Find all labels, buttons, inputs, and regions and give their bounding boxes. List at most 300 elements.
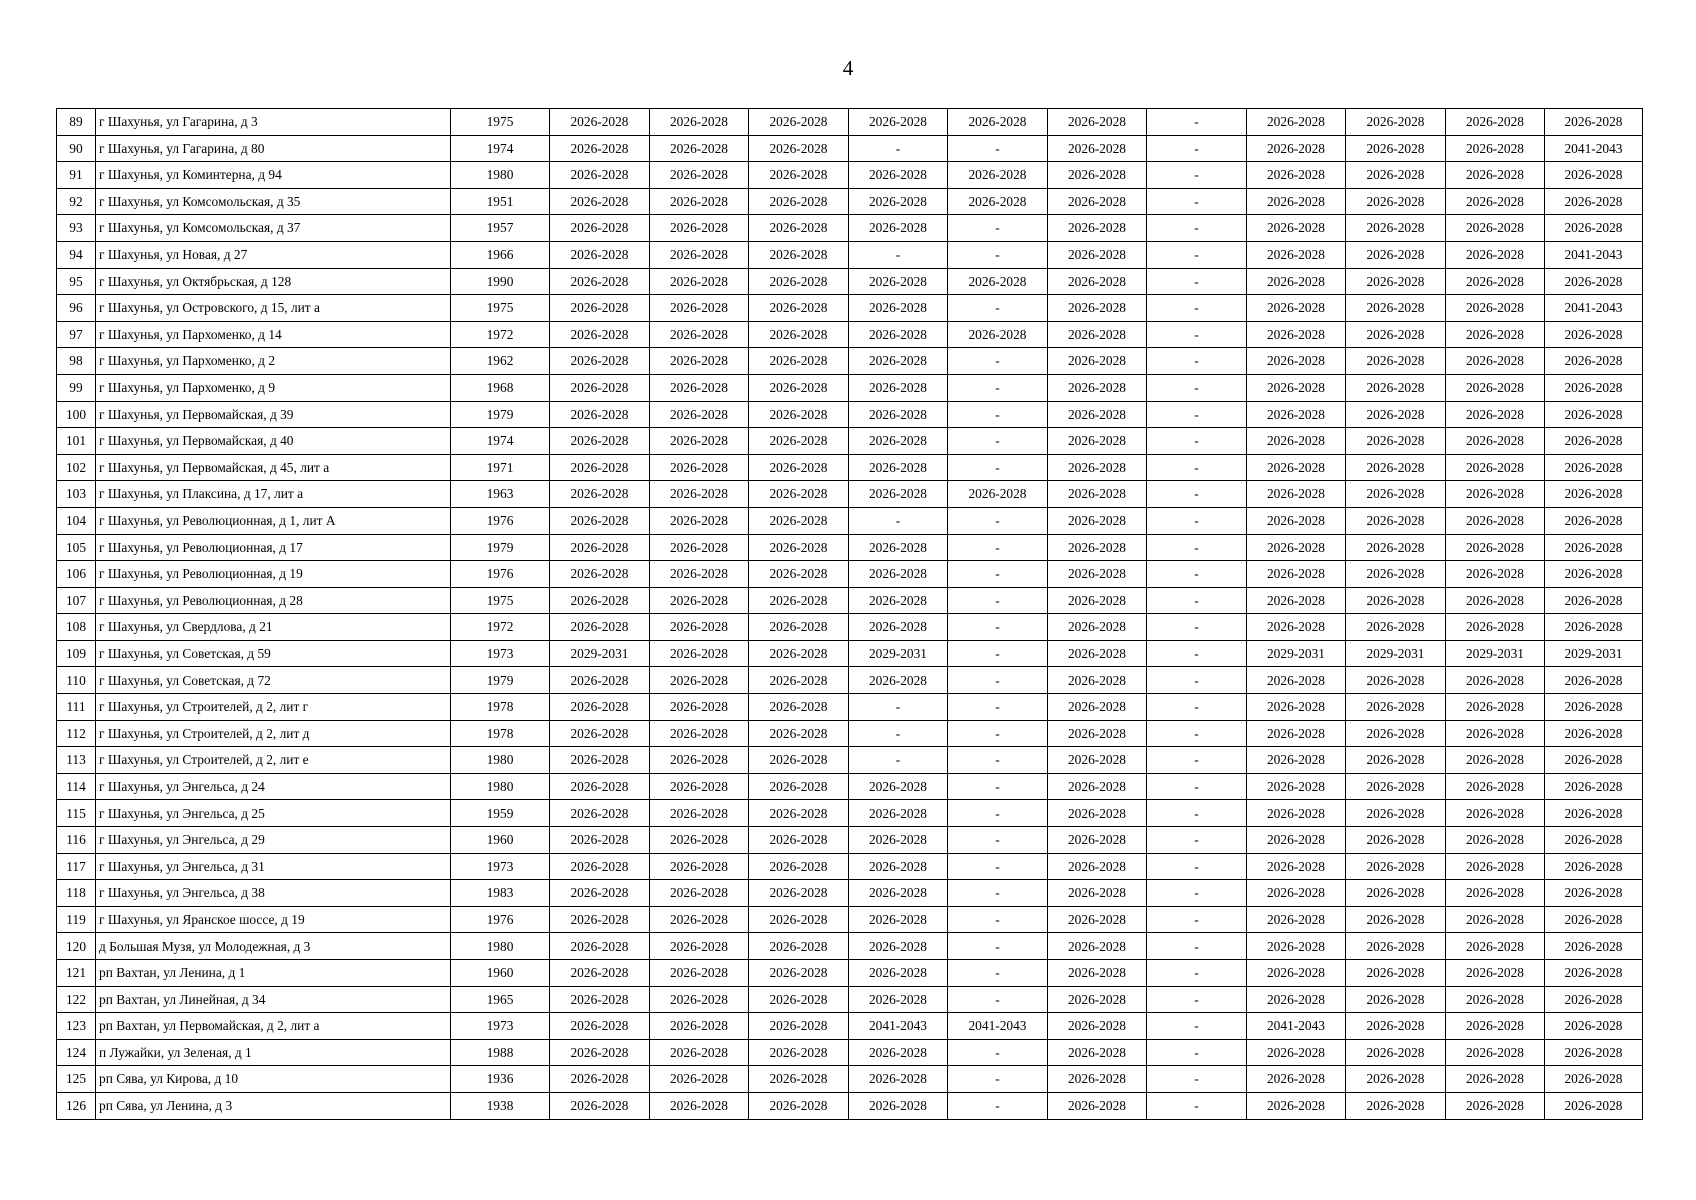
period-cell: 2026-2028 (1545, 1013, 1643, 1040)
period-cell: - (1147, 1013, 1247, 1040)
period-cell: 2026-2028 (1247, 960, 1346, 987)
period-cell: 2026-2028 (1346, 827, 1446, 854)
period-cell: 2026-2028 (1346, 507, 1446, 534)
period-cell: 2026-2028 (849, 587, 948, 614)
address-cell: г Шахунья, ул Советская, д 59 (96, 640, 451, 667)
period-cell: 2026-2028 (1446, 827, 1545, 854)
period-cell: 2026-2028 (550, 880, 650, 907)
period-cell: 2026-2028 (1446, 135, 1545, 162)
row-number-cell: 117 (57, 853, 96, 880)
address-cell: рп Сява, ул Кирова, д 10 (96, 1066, 451, 1093)
period-cell: 2026-2028 (1446, 587, 1545, 614)
period-cell: 2026-2028 (550, 853, 650, 880)
address-cell: п Лужайки, ул Зеленая, д 1 (96, 1039, 451, 1066)
period-cell: 2026-2028 (1545, 1066, 1643, 1093)
period-cell: 2026-2028 (849, 960, 948, 987)
period-cell: 2026-2028 (550, 800, 650, 827)
period-cell: 2026-2028 (749, 162, 849, 189)
period-cell: 2026-2028 (550, 109, 650, 136)
period-cell: 2026-2028 (1446, 348, 1545, 375)
period-cell: 2026-2028 (749, 773, 849, 800)
row-number-cell: 99 (57, 374, 96, 401)
period-cell: 2026-2028 (1545, 321, 1643, 348)
period-cell: 2026-2028 (1346, 215, 1446, 242)
period-cell: 2026-2028 (650, 773, 749, 800)
address-cell: г Шахунья, ул Пархоменко, д 9 (96, 374, 451, 401)
period-cell: 2026-2028 (650, 694, 749, 721)
period-cell: 2026-2028 (1545, 986, 1643, 1013)
period-cell: 2026-2028 (650, 428, 749, 455)
period-cell: 2026-2028 (849, 667, 948, 694)
period-cell: 2026-2028 (1446, 1039, 1545, 1066)
period-cell: 2026-2028 (948, 481, 1048, 508)
period-cell: 2026-2028 (1247, 268, 1346, 295)
row-number-cell: 91 (57, 162, 96, 189)
period-cell: 2026-2028 (550, 720, 650, 747)
period-cell: - (1147, 109, 1247, 136)
row-number-cell: 123 (57, 1013, 96, 1040)
period-cell: 2026-2028 (1446, 614, 1545, 641)
address-cell: рп Вахтан, ул Линейная, д 34 (96, 986, 451, 1013)
period-cell: 2026-2028 (1446, 1013, 1545, 1040)
period-cell: - (1147, 295, 1247, 322)
period-cell: 2026-2028 (1446, 720, 1545, 747)
period-cell: 2026-2028 (1247, 773, 1346, 800)
period-cell: 2026-2028 (1048, 1039, 1147, 1066)
table-row (57, 906, 1643, 933)
period-cell: 2026-2028 (1446, 933, 1545, 960)
period-cell: 2026-2028 (1247, 109, 1346, 136)
table-row (57, 1039, 1643, 1066)
period-cell: 2026-2028 (650, 880, 749, 907)
period-cell: 2026-2028 (650, 162, 749, 189)
row-number-cell: 110 (57, 667, 96, 694)
period-cell: 2026-2028 (550, 534, 650, 561)
period-cell: - (948, 374, 1048, 401)
table-row (57, 295, 1643, 322)
period-cell: 2026-2028 (1247, 295, 1346, 322)
year-cell: 1988 (451, 1039, 550, 1066)
year-cell: 1974 (451, 428, 550, 455)
address-cell: г Шахунья, ул Плаксина, д 17, лит а (96, 481, 451, 508)
period-cell: 2026-2028 (1346, 534, 1446, 561)
period-cell: 2026-2028 (1545, 960, 1643, 987)
period-cell: 2026-2028 (849, 348, 948, 375)
period-cell: 2026-2028 (1446, 215, 1545, 242)
period-cell: 2026-2028 (650, 321, 749, 348)
period-cell: 2026-2028 (849, 401, 948, 428)
address-cell: г Шахунья, ул Комсомольская, д 35 (96, 188, 451, 215)
period-cell: - (948, 667, 1048, 694)
period-cell: 2026-2028 (849, 986, 948, 1013)
period-cell: 2026-2028 (1048, 880, 1147, 907)
period-cell: - (1147, 268, 1247, 295)
period-cell: 2026-2028 (550, 188, 650, 215)
period-cell: 2026-2028 (1545, 481, 1643, 508)
period-cell: 2026-2028 (1545, 454, 1643, 481)
period-cell: 2026-2028 (1247, 374, 1346, 401)
period-cell: 2026-2028 (550, 747, 650, 774)
period-cell: 2026-2028 (1048, 109, 1147, 136)
period-cell: 2026-2028 (1048, 162, 1147, 189)
period-cell: 2026-2028 (1545, 374, 1643, 401)
period-cell: 2026-2028 (948, 321, 1048, 348)
period-cell: 2026-2028 (749, 747, 849, 774)
period-cell: 2026-2028 (749, 800, 849, 827)
period-cell: 2026-2028 (1346, 321, 1446, 348)
period-cell: 2026-2028 (1346, 481, 1446, 508)
period-cell: 2026-2028 (1048, 747, 1147, 774)
period-cell: - (1147, 401, 1247, 428)
period-cell: 2026-2028 (1048, 1092, 1147, 1119)
address-cell: г Шахунья, ул Первомайская, д 40 (96, 428, 451, 455)
period-cell: 2026-2028 (550, 827, 650, 854)
period-cell: 2026-2028 (1545, 667, 1643, 694)
period-cell: 2026-2028 (849, 109, 948, 136)
period-cell: 2026-2028 (1346, 374, 1446, 401)
period-cell: 2026-2028 (1446, 321, 1545, 348)
period-cell: 2026-2028 (749, 1039, 849, 1066)
period-cell: - (849, 720, 948, 747)
period-cell: - (948, 827, 1048, 854)
period-cell: - (1147, 135, 1247, 162)
period-cell: 2026-2028 (749, 428, 849, 455)
year-cell: 1972 (451, 614, 550, 641)
housing-repair-schedule-table (56, 108, 1643, 1120)
row-number-cell: 122 (57, 986, 96, 1013)
period-cell: 2026-2028 (550, 906, 650, 933)
period-cell: 2026-2028 (550, 1092, 650, 1119)
period-cell: 2026-2028 (849, 853, 948, 880)
table-row (57, 853, 1643, 880)
table-row (57, 640, 1643, 667)
period-cell: 2026-2028 (1545, 827, 1643, 854)
period-cell: 2026-2028 (650, 401, 749, 428)
year-cell: 1975 (451, 587, 550, 614)
period-cell: 2026-2028 (849, 188, 948, 215)
period-cell: 2026-2028 (749, 507, 849, 534)
period-cell: 2026-2028 (1247, 853, 1346, 880)
period-cell: 2041-2043 (1247, 1013, 1346, 1040)
period-cell: 2026-2028 (1048, 481, 1147, 508)
period-cell: 2026-2028 (1446, 374, 1545, 401)
period-cell: 2026-2028 (749, 135, 849, 162)
period-cell: 2026-2028 (550, 241, 650, 268)
period-cell: 2026-2028 (650, 614, 749, 641)
address-cell: г Шахунья, ул Пархоменко, д 14 (96, 321, 451, 348)
row-number-cell: 106 (57, 561, 96, 588)
period-cell: 2026-2028 (749, 960, 849, 987)
address-cell: г Шахунья, ул Энгельса, д 38 (96, 880, 451, 907)
row-number-cell: 104 (57, 507, 96, 534)
period-cell: 2026-2028 (550, 561, 650, 588)
period-cell: 2041-2043 (1545, 295, 1643, 322)
period-cell: 2026-2028 (650, 348, 749, 375)
year-cell: 1980 (451, 773, 550, 800)
period-cell: 2026-2028 (1247, 507, 1346, 534)
period-cell: 2026-2028 (749, 853, 849, 880)
period-cell: - (948, 853, 1048, 880)
period-cell: 2026-2028 (1545, 268, 1643, 295)
period-cell: 2026-2028 (550, 960, 650, 987)
period-cell: 2026-2028 (849, 614, 948, 641)
period-cell: - (1147, 348, 1247, 375)
period-cell: 2026-2028 (849, 162, 948, 189)
period-cell: 2026-2028 (650, 507, 749, 534)
table-row (57, 321, 1643, 348)
row-number-cell: 113 (57, 747, 96, 774)
row-number-cell: 93 (57, 215, 96, 242)
year-cell: 1979 (451, 401, 550, 428)
address-cell: д Большая Музя, ул Молодежная, д 3 (96, 933, 451, 960)
period-cell: 2026-2028 (650, 906, 749, 933)
period-cell: 2026-2028 (749, 667, 849, 694)
period-cell: 2026-2028 (1446, 401, 1545, 428)
row-number-cell: 97 (57, 321, 96, 348)
period-cell: 2026-2028 (550, 986, 650, 1013)
address-cell: г Шахунья, ул Революционная, д 28 (96, 587, 451, 614)
period-cell: 2026-2028 (1247, 667, 1346, 694)
period-cell: - (948, 747, 1048, 774)
period-cell: 2026-2028 (1247, 986, 1346, 1013)
period-cell: 2026-2028 (1247, 587, 1346, 614)
period-cell: 2026-2028 (1346, 1066, 1446, 1093)
period-cell: - (948, 348, 1048, 375)
period-cell: 2026-2028 (650, 853, 749, 880)
period-cell: 2026-2028 (1247, 428, 1346, 455)
period-cell: 2026-2028 (1247, 906, 1346, 933)
year-cell: 1978 (451, 720, 550, 747)
period-cell: 2026-2028 (1446, 694, 1545, 721)
year-cell: 1983 (451, 880, 550, 907)
period-cell: - (1147, 1066, 1247, 1093)
period-cell: - (948, 295, 1048, 322)
period-cell: 2026-2028 (1545, 747, 1643, 774)
year-cell: 1979 (451, 534, 550, 561)
period-cell: - (1147, 880, 1247, 907)
period-cell: 2026-2028 (1346, 348, 1446, 375)
period-cell: 2026-2028 (1247, 241, 1346, 268)
year-cell: 1978 (451, 694, 550, 721)
period-cell: 2026-2028 (1048, 215, 1147, 242)
period-cell: 2026-2028 (1048, 401, 1147, 428)
period-cell: 2026-2028 (1346, 986, 1446, 1013)
period-cell: 2026-2028 (749, 1013, 849, 1040)
year-cell: 1979 (451, 667, 550, 694)
period-cell: 2026-2028 (1346, 1013, 1446, 1040)
period-cell: 2026-2028 (1446, 747, 1545, 774)
row-number-cell: 92 (57, 188, 96, 215)
period-cell: 2026-2028 (1346, 561, 1446, 588)
period-cell: 2026-2028 (1048, 933, 1147, 960)
table-row (57, 694, 1643, 721)
period-cell: 2026-2028 (1048, 587, 1147, 614)
period-cell: 2026-2028 (849, 454, 948, 481)
period-cell: 2026-2028 (1048, 827, 1147, 854)
address-cell: г Шахунья, ул Энгельса, д 25 (96, 800, 451, 827)
period-cell: 2026-2028 (1545, 720, 1643, 747)
period-cell: - (948, 986, 1048, 1013)
period-cell: 2026-2028 (749, 720, 849, 747)
row-number-cell: 105 (57, 534, 96, 561)
period-cell: 2026-2028 (1048, 640, 1147, 667)
period-cell: 2026-2028 (849, 773, 948, 800)
period-cell: 2026-2028 (550, 1013, 650, 1040)
period-cell: 2026-2028 (1545, 694, 1643, 721)
period-cell: 2026-2028 (1048, 853, 1147, 880)
year-cell: 1980 (451, 162, 550, 189)
row-number-cell: 95 (57, 268, 96, 295)
period-cell: 2026-2028 (849, 933, 948, 960)
period-cell: 2026-2028 (1446, 880, 1545, 907)
period-cell: 2026-2028 (650, 374, 749, 401)
period-cell: 2026-2028 (650, 667, 749, 694)
year-cell: 1973 (451, 1013, 550, 1040)
period-cell: 2026-2028 (1247, 401, 1346, 428)
row-number-cell: 107 (57, 587, 96, 614)
period-cell: 2026-2028 (849, 215, 948, 242)
period-cell: 2041-2043 (948, 1013, 1048, 1040)
period-cell: 2026-2028 (1545, 109, 1643, 136)
period-cell: 2029-2031 (1545, 640, 1643, 667)
address-cell: рп Вахтан, ул Ленина, д 1 (96, 960, 451, 987)
period-cell: 2029-2031 (550, 640, 650, 667)
period-cell: 2026-2028 (650, 481, 749, 508)
table-row (57, 960, 1643, 987)
period-cell: 2026-2028 (1545, 401, 1643, 428)
period-cell: 2026-2028 (1446, 960, 1545, 987)
period-cell: 2029-2031 (1346, 640, 1446, 667)
table-row (57, 800, 1643, 827)
period-cell: - (1147, 906, 1247, 933)
period-cell: 2026-2028 (550, 507, 650, 534)
address-cell: рп Сява, ул Ленина, д 3 (96, 1092, 451, 1119)
year-cell: 1971 (451, 454, 550, 481)
period-cell: - (849, 241, 948, 268)
table-row (57, 401, 1643, 428)
period-cell: - (1147, 747, 1247, 774)
period-cell: 2026-2028 (1346, 614, 1446, 641)
period-cell: 2026-2028 (1247, 1092, 1346, 1119)
address-cell: г Шахунья, ул Гагарина, д 80 (96, 135, 451, 162)
period-cell: 2026-2028 (1247, 481, 1346, 508)
row-number-cell: 103 (57, 481, 96, 508)
period-cell: 2026-2028 (1446, 906, 1545, 933)
year-cell: 1976 (451, 561, 550, 588)
row-number-cell: 116 (57, 827, 96, 854)
period-cell: 2026-2028 (849, 1092, 948, 1119)
period-cell: 2026-2028 (550, 135, 650, 162)
period-cell: 2026-2028 (550, 933, 650, 960)
period-cell: - (1147, 614, 1247, 641)
period-cell: 2026-2028 (650, 109, 749, 136)
year-cell: 1976 (451, 507, 550, 534)
period-cell: 2026-2028 (1247, 215, 1346, 242)
period-cell: 2026-2028 (1247, 1066, 1346, 1093)
year-cell: 1936 (451, 1066, 550, 1093)
period-cell: 2026-2028 (1346, 401, 1446, 428)
period-cell: 2026-2028 (1545, 614, 1643, 641)
row-number-cell: 125 (57, 1066, 96, 1093)
period-cell: 2026-2028 (1446, 1066, 1545, 1093)
period-cell: - (1147, 1039, 1247, 1066)
table-row (57, 162, 1643, 189)
period-cell: - (1147, 1092, 1247, 1119)
period-cell: - (1147, 534, 1247, 561)
period-cell: 2026-2028 (1446, 109, 1545, 136)
period-cell: 2026-2028 (1247, 561, 1346, 588)
period-cell: 2026-2028 (1048, 1066, 1147, 1093)
year-cell: 1973 (451, 640, 550, 667)
period-cell: 2026-2028 (749, 534, 849, 561)
table-row (57, 348, 1643, 375)
period-cell: 2026-2028 (849, 534, 948, 561)
period-cell: - (1147, 507, 1247, 534)
year-cell: 1974 (451, 135, 550, 162)
period-cell: 2026-2028 (749, 880, 849, 907)
period-cell: - (948, 241, 1048, 268)
period-cell: 2026-2028 (1545, 507, 1643, 534)
period-cell: - (1147, 933, 1247, 960)
period-cell: 2026-2028 (1446, 800, 1545, 827)
table-row (57, 428, 1643, 455)
period-cell: 2026-2028 (1346, 960, 1446, 987)
period-cell: 2026-2028 (1545, 348, 1643, 375)
period-cell: 2026-2028 (948, 188, 1048, 215)
period-cell: 2026-2028 (550, 401, 650, 428)
table-row (57, 534, 1643, 561)
table-row (57, 1013, 1643, 1040)
period-cell: 2026-2028 (849, 481, 948, 508)
row-number-cell: 114 (57, 773, 96, 800)
year-cell: 1975 (451, 295, 550, 322)
period-cell: 2026-2028 (650, 188, 749, 215)
period-cell: - (1147, 188, 1247, 215)
period-cell: 2026-2028 (1247, 454, 1346, 481)
period-cell: 2026-2028 (1346, 906, 1446, 933)
period-cell: 2026-2028 (1048, 454, 1147, 481)
period-cell: 2026-2028 (1048, 561, 1147, 588)
address-cell: г Шахунья, ул Строителей, д 2, лит е (96, 747, 451, 774)
year-cell: 1938 (451, 1092, 550, 1119)
year-cell: 1975 (451, 109, 550, 136)
period-cell: 2026-2028 (650, 1039, 749, 1066)
table-row (57, 773, 1643, 800)
period-cell: 2026-2028 (1247, 747, 1346, 774)
period-cell: 2026-2028 (1545, 1039, 1643, 1066)
period-cell: 2026-2028 (1446, 268, 1545, 295)
address-cell: г Шахунья, ул Коминтерна, д 94 (96, 162, 451, 189)
period-cell: 2026-2028 (1048, 906, 1147, 933)
period-cell: 2026-2028 (1048, 720, 1147, 747)
year-cell: 1980 (451, 747, 550, 774)
period-cell: 2026-2028 (1346, 720, 1446, 747)
period-cell: - (1147, 960, 1247, 987)
period-cell: 2026-2028 (1446, 1092, 1545, 1119)
period-cell: - (1147, 241, 1247, 268)
table-row (57, 880, 1643, 907)
table-row (57, 374, 1643, 401)
row-number-cell: 112 (57, 720, 96, 747)
row-number-cell: 102 (57, 454, 96, 481)
period-cell: 2026-2028 (650, 295, 749, 322)
year-cell: 1972 (451, 321, 550, 348)
period-cell: 2026-2028 (849, 906, 948, 933)
period-cell: - (1147, 162, 1247, 189)
period-cell: 2026-2028 (1545, 906, 1643, 933)
period-cell: 2026-2028 (1346, 880, 1446, 907)
period-cell: 2026-2028 (1048, 507, 1147, 534)
